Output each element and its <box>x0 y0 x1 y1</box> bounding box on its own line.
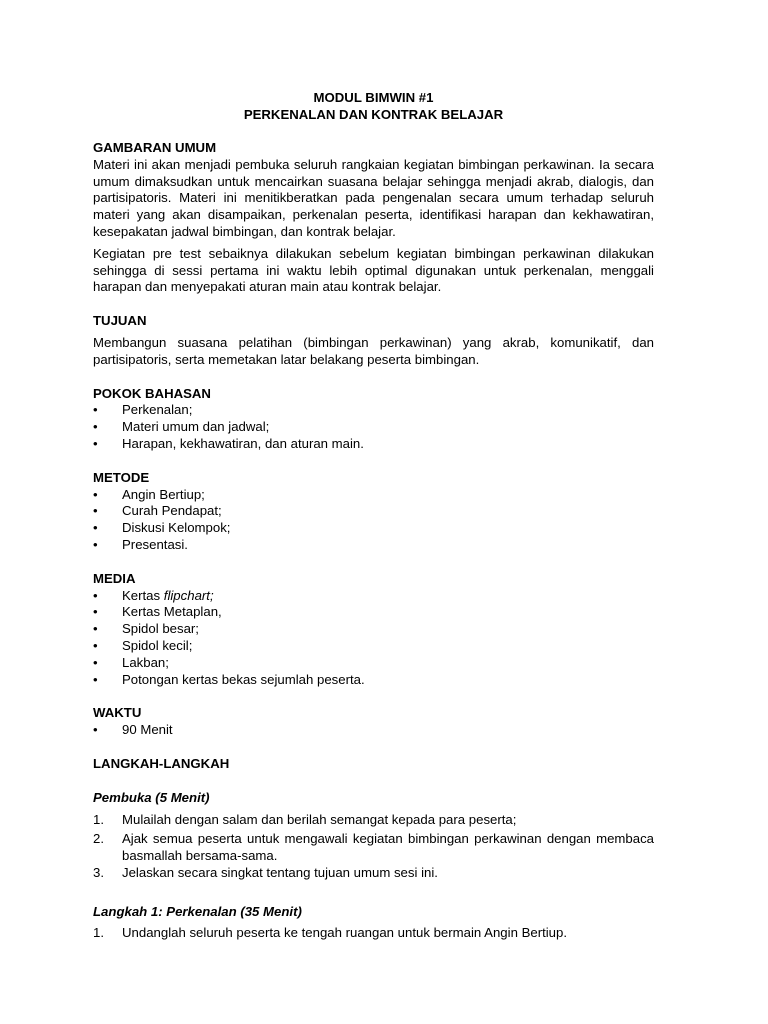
list-item <box>93 588 654 605</box>
langkah-heading: LANGKAH-LANGKAH <box>93 755 230 771</box>
step-number: 3. <box>93 864 104 880</box>
list-item: • Curah Pendapat; <box>93 503 654 520</box>
list-item <box>93 865 654 882</box>
media-item-prefix: Kertas <box>122 587 164 603</box>
media-list <box>93 588 654 689</box>
document-content <box>93 89 654 942</box>
gambaran-paragraph-1: Materi ini akan menjadi pembuka seluruh rangkaian kegiatan bimbingan perkawinan. Ia secara umum dimaksudkan untuk mencairkan suasana belajar sehingga menjadi akrab, dialogis, dan partisipatoris. Materi ini menitikberatkan pada pengenalan secara umum terhadap seluruh materi yang akan disampaikan, perkenalan peserta, identifikasi harapan dan kekhawatiran, kesepakatan jadwal bimbingan, dan kontrak belajar. <box>93 156 654 239</box>
pokok-list <box>93 402 654 452</box>
waktu-list <box>93 722 654 739</box>
pembuka-steps <box>93 812 654 882</box>
list-item <box>93 831 654 865</box>
media-item-italic: flipchart; <box>163 587 214 603</box>
list-item <box>93 812 654 829</box>
list-item: • Angin Bertiup; <box>93 487 654 504</box>
metode-list <box>93 487 654 554</box>
step-text: Ajak semua peserta untuk mengawali kegiatan bimbingan perkawinan dengan membaca basmallah bersama-sama. <box>122 831 654 864</box>
gambaran-heading: GAMBARAN UMUM <box>93 140 217 155</box>
list-item: • Lakban; <box>93 655 654 672</box>
pembuka-heading: Pembuka (5 Menit) <box>93 789 210 805</box>
media-heading: MEDIA <box>93 570 136 586</box>
langkah1-steps <box>93 925 654 942</box>
list-item: • Presentasi. <box>93 537 654 554</box>
gambaran-paragraph-2: Kegiatan pre test sebaiknya dilakukan sebelum kegiatan bimbingan perkawinan dilakukan sehingga di sessi pertama ini waktu lebih optimal digunakan untuk perkenalan, menggali harapan dan menyepakati aturan main atau kontrak belajar. <box>93 245 654 295</box>
step-text: Jelaskan secara singkat tentang tujuan umum sesi ini. <box>122 864 438 880</box>
list-item: • Diskusi Kelompok; <box>93 520 654 537</box>
metode-heading: METODE <box>93 469 150 485</box>
list-item: • Harapan, kekhawatiran, dan aturan main. <box>93 436 654 453</box>
module-title: MODUL BIMWIN #1 <box>313 90 434 105</box>
list-item: • Materi umum dan jadwal; <box>93 419 654 436</box>
step-number: 1. <box>93 811 104 827</box>
step-text: Undanglah seluruh peserta ke tengah ruangan untuk bermain Angin Bertiup. <box>122 925 568 941</box>
tujuan-paragraph: Membangun suasana pelatihan (bimbingan perkawinan) yang akrab, komunikatif, dan partisipatoris, serta memetakan latar belakang peserta bimbingan. <box>93 334 654 367</box>
list-item: • Potongan kertas bekas sejumlah peserta. <box>93 672 654 689</box>
pokok-heading: POKOK BAHASAN <box>93 385 211 401</box>
list-item: • Kertas Metaplan, <box>93 604 654 621</box>
langkah1-heading: Langkah 1: Perkenalan (35 Menit) <box>93 903 302 919</box>
step-number: 1. <box>93 925 104 941</box>
list-item: • Perkenalan; <box>93 402 654 419</box>
list-item: • Spidol kecil; <box>93 638 654 655</box>
module-subtitle: PERKENALAN DAN KONTRAK BELAJAR <box>243 107 504 122</box>
step-text: Mulailah dengan salam dan berilah semangat kepada para peserta; <box>122 811 517 827</box>
list-item: • 90 Menit <box>93 722 654 739</box>
tujuan-heading: TUJUAN <box>93 313 147 329</box>
step-number: 2. <box>93 831 104 847</box>
waktu-heading: WAKTU <box>93 705 142 721</box>
list-item <box>93 925 654 942</box>
list-item: • Spidol besar; <box>93 621 654 638</box>
